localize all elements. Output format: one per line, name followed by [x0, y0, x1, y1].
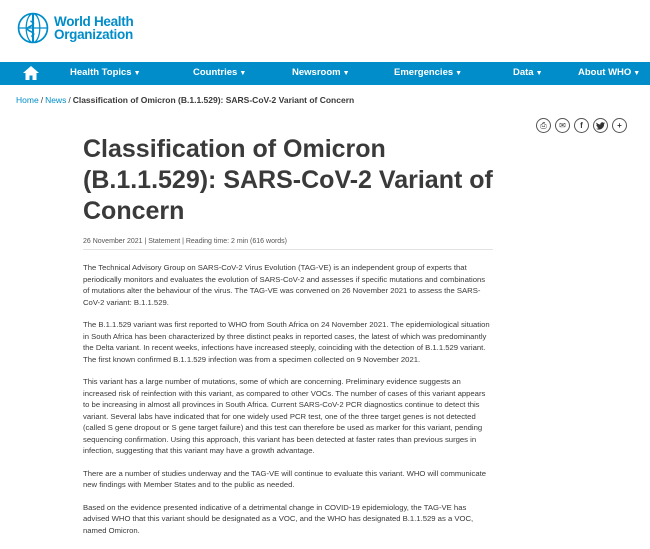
chevron-down-icon: ▼: [455, 70, 463, 77]
paragraph: There are a number of studies underway and the TAG-VE will continue to evaluate this variant. WHO will communicate new findings with Member States and to the public as needed.: [83, 468, 487, 489]
nav-data[interactable]: Data ▼: [513, 67, 543, 78]
paragraph: The B.1.1.529 variant was first reported to WHO from South Africa on 24 November 2021. The epidemiological situation in South Africa has been characterized by three distinct peaks in reported cases, the latest of which was predominantly the Delta variant. In recent weeks, infections have increased steeply, coinciding with the detection of B.1.1.529 variant. The first known confirmed B.1.1.529 infection was from a specimen collected on 9 November 2021.: [83, 320, 490, 364]
paragraph: Based on the evidence presented indicative of a detrimental change in COVID-19 epidemiology, the TAG-VE has advised WHO that this variant should be designated as a VOC, and the WHO has designated B.1.1.529 as a VOC, named Omicron.: [83, 502, 474, 535]
paragraph: The Technical Advisory Group on SARS-CoV-2 Virus Evolution (TAG-VE) is an independent group of experts that periodically monitors and evaluates the evolution of SARS-CoV-2 and assesses if specific mutations and combinations of mutations alter the behaviour of the virus. The TAG-VE was convened on 26 November 2021 to assess the SARS-CoV-2 variant: B.1.1.529.: [83, 263, 486, 307]
email-icon[interactable]: ✉: [555, 118, 570, 133]
nav-emergencies[interactable]: Emergencies ▼: [394, 67, 463, 78]
page-title: Classification of Omicron (B.1.1.529): SARS-CoV-2 Variant of Concern: [83, 135, 493, 225]
more-icon[interactable]: +: [612, 118, 627, 133]
article-body: [83, 262, 493, 547]
paragraph: This variant has a large number of mutations, some of which are concerning. Preliminary evidence suggests an increased risk of reinfection with this variant, as compared to other VOCs. The number of cases of this variant appears to be increasing in almost all provinces in South Africa. Current SARS-CoV-2 PCR diagnostics continue to detect this variant. Several labs have indicated that for one widely used PCR test, one of the three target genes is not detected (called S gene dropout or S gene target failure) and this test can therefore be used as marker for this variant, pending sequencing confirmation. Using this approach, this variant has been detected at faster rates than previous surges in infection, suggesting that this variant may have a growth advantage.: [83, 377, 486, 455]
breadcrumb-home[interactable]: Home: [16, 95, 39, 105]
chevron-down-icon: ▼: [633, 70, 641, 77]
chevron-down-icon: ▼: [535, 70, 543, 77]
nav-health-topics[interactable]: Health Topics ▼: [70, 67, 141, 78]
main-nav: [0, 62, 650, 85]
chevron-down-icon: ▼: [239, 70, 247, 77]
who-logo[interactable]: [16, 11, 133, 45]
breadcrumb: Home / News / Classification of Omicron (B.1.1.529): SARS-CoV-2 Variant of Concern: [16, 95, 355, 105]
home-icon[interactable]: [22, 65, 40, 81]
print-icon[interactable]: ⎙: [536, 118, 551, 133]
twitter-icon[interactable]: [593, 118, 608, 133]
article-meta: 26 November 2021 | Statement | Reading time: 2 min (616 words): [83, 238, 493, 250]
chevron-down-icon: ▼: [133, 70, 141, 77]
breadcrumb-current: Classification of Omicron (B.1.1.529): SARS-CoV-2 Variant of Concern: [72, 95, 355, 105]
facebook-icon[interactable]: f: [574, 118, 589, 133]
breadcrumb-news[interactable]: News: [45, 95, 67, 105]
nav-newsroom[interactable]: Newsroom ▼: [292, 67, 350, 78]
site-header: [0, 0, 650, 62]
logo-line-2: Organization: [54, 27, 133, 42]
who-emblem-icon: [16, 11, 50, 45]
logo-line-1: World Health: [54, 14, 134, 29]
share-bar: [536, 118, 627, 133]
nav-countries[interactable]: Countries ▼: [193, 67, 247, 78]
chevron-down-icon: ▼: [342, 70, 350, 77]
nav-about-who[interactable]: About WHO ▼: [578, 67, 641, 78]
